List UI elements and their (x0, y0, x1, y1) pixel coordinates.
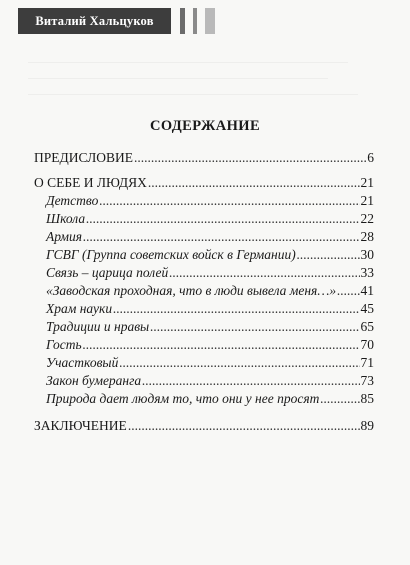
leader-dots (134, 150, 366, 166)
toc-entry-title: Участковый (46, 355, 119, 370)
toc-entry-title: Храм науки (46, 301, 113, 316)
toc-entry-guest[interactable] (46, 337, 374, 353)
leader-dots (99, 193, 359, 209)
toc-entry-title: Гость (46, 337, 82, 352)
toc-entry-title: ЗАКЛЮЧЕНИЕ (34, 418, 127, 433)
toc-entry-title: Школа (46, 211, 86, 226)
toc-entry-page: 21 (360, 175, 374, 190)
leader-dots (83, 337, 360, 353)
toc-entry-page: 70 (360, 337, 374, 352)
toc-entry-title: Природа дает людям то, что они у нее просят (46, 391, 320, 406)
toc-entry-page: 33 (360, 265, 374, 280)
leader-dots (113, 301, 359, 317)
toc-entry-page: 22 (360, 211, 374, 226)
leader-dots (150, 319, 359, 335)
toc-entry-conclusion[interactable] (34, 418, 374, 434)
leader-dots (297, 247, 360, 263)
toc-entry-army[interactable] (46, 229, 374, 245)
toc-entry-school[interactable] (46, 211, 374, 227)
toc-entry-nature[interactable] (46, 391, 374, 407)
toc-entry-factory[interactable] (46, 283, 374, 299)
toc-entry-traditions[interactable] (46, 319, 374, 335)
leader-dots (169, 265, 359, 281)
leader-dots (142, 373, 359, 389)
toc-entry-preface[interactable] (34, 150, 374, 166)
toc-entry-page: 71 (360, 355, 374, 370)
toc-entry-title: Традиции и нравы (46, 319, 150, 334)
leader-dots (83, 229, 360, 245)
toc-entry-page: 30 (360, 247, 374, 262)
toc-entry-title: ГСВГ (Группа советских войск в Германии) (46, 247, 296, 262)
toc-entry-page: 85 (360, 391, 374, 406)
toc-entry-title: «Заводская проходная, что в люди вывела меня…» (46, 283, 337, 298)
toc-entry-page: 65 (360, 319, 374, 334)
leader-dots (86, 211, 359, 227)
toc-entry-page: 28 (360, 229, 374, 244)
toc-entry-title: Связь – царица полей (46, 265, 169, 280)
leader-dots (128, 418, 360, 434)
toc-entry-title: О СЕБЕ И ЛЮДЯХ (34, 175, 147, 190)
toc-entry-title: Закон бумеранга (46, 373, 142, 388)
toc-entry-page: 89 (360, 418, 374, 433)
toc-entry-title: ПРЕДИСЛОВИЕ (34, 150, 134, 165)
toc-entry-title: Детство (46, 193, 99, 208)
toc-entry-page: 41 (360, 283, 374, 298)
toc-entry-district-officer[interactable] (46, 355, 374, 371)
leader-dots (320, 391, 359, 407)
toc-title: СОДЕРЖАНИЕ (149, 118, 261, 134)
author-name-bar: Виталий Хальцуков (18, 8, 171, 34)
toc-entry-page: 45 (360, 301, 374, 316)
leader-dots (119, 355, 359, 371)
toc-entry-temple-of-science[interactable] (46, 301, 374, 317)
toc-entry-gsvg[interactable] (46, 247, 374, 263)
toc-entry-page: 6 (367, 150, 374, 165)
leader-dots (148, 175, 360, 191)
toc-entry-page: 73 (360, 373, 374, 388)
toc-entry-page: 21 (360, 193, 374, 208)
toc-entry-about-self[interactable] (34, 175, 374, 191)
toc-entry-boomerang[interactable] (46, 373, 374, 389)
toc-entry-signals[interactable] (46, 265, 374, 281)
toc-entry-childhood[interactable] (46, 193, 374, 209)
leader-dots (337, 283, 359, 299)
toc-entry-title: Армия (46, 229, 82, 244)
